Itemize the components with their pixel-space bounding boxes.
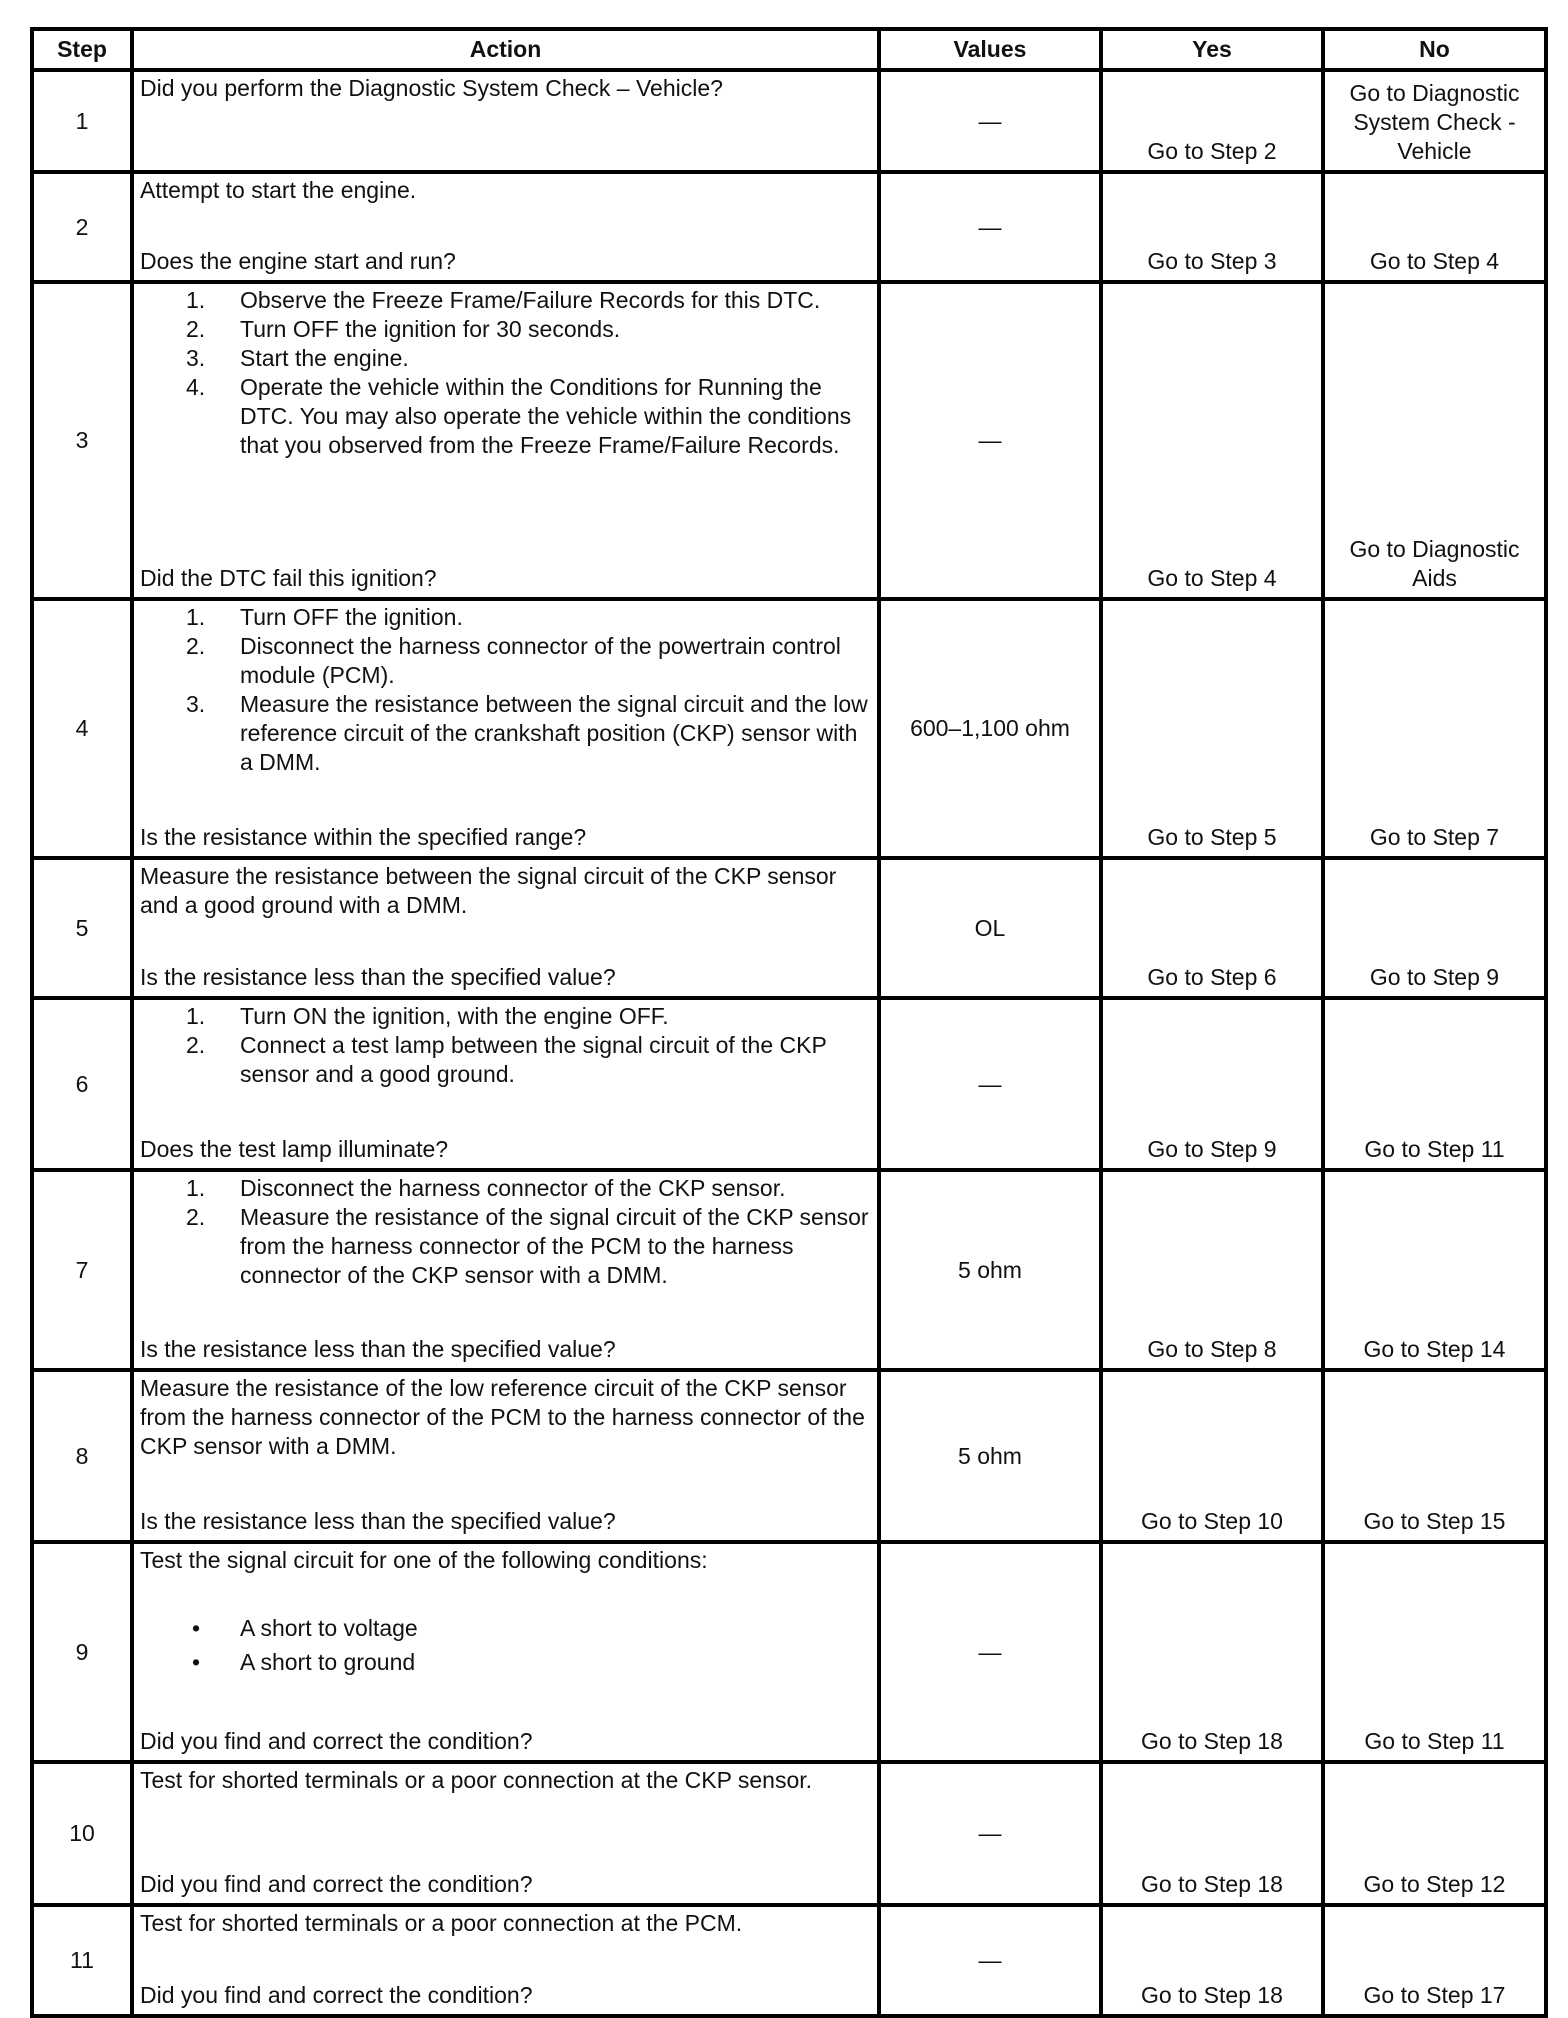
list-number: 3. [186,345,206,371]
no-result: Go to Step 11 [1323,998,1546,1170]
action-instructions [140,74,871,103]
value-cell: — [879,172,1101,282]
value-cell: OL [879,858,1101,998]
list-item-text: Turn OFF the ignition for 30 seconds. [240,316,621,342]
value-cell: — [879,70,1101,172]
action-question: Does the test lamp illuminate? [140,1136,449,1162]
numbered-list [140,1002,871,1089]
action-intro: Did you perform the Diagnostic System Check – Vehicle? [140,75,723,101]
step-number: 9 [32,1542,132,1762]
list-item [140,1002,871,1031]
list-item-text: Turn ON the ignition, with the engine OFF. [240,1003,669,1029]
action-cell [132,1905,879,2016]
list-item [140,1611,871,1645]
yes-result: Go to Step 2 [1101,70,1323,172]
value-cell: — [879,1542,1101,1762]
yes-result: Go to Step 18 [1101,1542,1323,1762]
table-row [32,70,1546,172]
table-row [32,172,1546,282]
action-intro: Test for shorted terminals or a poor connection at the PCM. [140,1910,743,1936]
table-body [32,70,1546,2016]
action-content [140,1546,871,1756]
action-instructions [140,1546,871,1707]
action-instructions [140,1002,871,1089]
bullet-icon: • [192,1649,201,1675]
value-cell: — [879,282,1101,599]
list-item [140,1203,871,1290]
list-number: 4. [186,374,206,400]
list-item-text: Measure the resistance between the signal circuit and the low reference circuit of the crankshaft position (CKP) sensor with a DMM. [240,691,868,775]
list-item [140,632,871,690]
yes-result: Go to Step 18 [1101,1762,1323,1905]
action-cell [132,1542,879,1762]
list-item-text: Operate the vehicle within the Conditions for Running the DTC. You may also operate the vehicle within the conditions that you observed from the Freeze Frame/Failure Records. [240,374,852,458]
list-item [140,315,871,344]
action-question: Is the resistance less than the specified value? [140,1508,616,1534]
yes-result: Go to Step 18 [1101,1905,1323,2016]
no-result: Go to Step 4 [1323,172,1546,282]
header-step: Step [32,29,132,70]
list-item-text: A short to ground [240,1649,416,1675]
list-item-text: A short to voltage [240,1615,418,1641]
no-result: Go to Step 9 [1323,858,1546,998]
action-instructions [140,1174,871,1290]
value-cell: 5 ohm [879,1370,1101,1542]
table-row [32,1370,1546,1542]
step-number: 10 [32,1762,132,1905]
step-number: 3 [32,282,132,599]
list-number: 2. [186,316,206,342]
action-instructions [140,1374,871,1461]
value-cell: 5 ohm [879,1170,1101,1370]
yes-result: Go to Step 9 [1101,998,1323,1170]
list-item [140,1174,871,1203]
yes-result: Go to Step 5 [1101,599,1323,858]
table-row [32,599,1546,858]
yes-result: Go to Step 3 [1101,172,1323,282]
yes-result: Go to Step 4 [1101,282,1323,599]
yes-result: Go to Step 8 [1101,1170,1323,1370]
table-row [32,1542,1546,1762]
action-question: Did you find and correct the condition? [140,1871,533,1897]
action-instructions [140,1766,871,1795]
no-result: Go to Step 11 [1323,1542,1546,1762]
numbered-list [140,1174,871,1290]
value-cell: — [879,1762,1101,1905]
diagnostic-table [30,27,1548,2018]
no-result: Go to Diagnostic Aids [1323,282,1546,599]
list-item [140,373,871,460]
list-number: 1. [186,287,206,313]
action-cell [132,282,879,599]
list-item-text: Start the engine. [240,345,409,371]
action-instructions [140,176,871,205]
bullet-list [140,1611,871,1679]
list-number: 2. [186,1204,206,1230]
action-cell [132,998,879,1170]
step-number: 2 [32,172,132,282]
list-item [140,690,871,777]
step-number: 8 [32,1370,132,1542]
action-content [140,286,871,593]
list-item [140,1031,871,1089]
list-number: 1. [186,1175,206,1201]
action-content [140,74,871,166]
list-item-text: Turn OFF the ignition. [240,604,463,630]
list-number: 3. [186,691,206,717]
list-number: 2. [186,1032,206,1058]
list-item-text: Measure the resistance of the signal circuit of the CKP sensor from the harness connector of the PCM to the harness connector of the CKP sensor with a DMM. [240,1204,869,1288]
value-cell: — [879,998,1101,1170]
action-cell [132,1170,879,1370]
step-number: 1 [32,70,132,172]
header-no: No [1323,29,1546,70]
yes-result: Go to Step 10 [1101,1370,1323,1542]
action-cell [132,70,879,172]
list-item [140,344,871,373]
step-number: 4 [32,599,132,858]
header-values: Values [879,29,1101,70]
action-content [140,1002,871,1164]
action-instructions [140,862,871,920]
no-result: Go to Step 7 [1323,599,1546,858]
action-question: Is the resistance within the specified range? [140,824,587,850]
action-intro: Test the signal circuit for one of the following conditions: [140,1547,708,1573]
list-number: 1. [186,604,206,630]
no-result: Go to Step 12 [1323,1762,1546,1905]
table-row [32,282,1546,599]
header-action: Action [132,29,879,70]
list-item-text: Connect a test lamp between the signal circuit of the CKP sensor and a good ground. [240,1032,827,1087]
no-result: Go to Step 17 [1323,1905,1546,2016]
action-question: Did you find and correct the condition? [140,1728,533,1754]
table-row [32,1170,1546,1370]
list-item-text: Observe the Freeze Frame/Failure Records for this DTC. [240,287,821,313]
table-row [32,1762,1546,1905]
no-result: Go to Step 15 [1323,1370,1546,1542]
action-intro: Measure the resistance of the low reference circuit of the CKP sensor from the harness connector of the PCM to the harness connector of the CKP sensor with a DMM. [140,1375,865,1459]
header-row [32,29,1546,70]
step-number: 7 [32,1170,132,1370]
numbered-list [140,286,871,460]
action-cell [132,1370,879,1542]
action-cell [132,172,879,282]
step-number: 11 [32,1905,132,2016]
action-intro: Measure the resistance between the signal circuit of the CKP sensor and a good ground with a DMM. [140,863,837,918]
action-content [140,1909,871,2010]
action-question: Is the resistance less than the specified value? [140,1336,616,1362]
list-item-text: Disconnect the harness connector of the CKP sensor. [240,1175,786,1201]
action-question: Did you find and correct the condition? [140,1982,533,2008]
list-item [140,286,871,315]
action-content [140,603,871,852]
action-cell [132,599,879,858]
action-instructions [140,286,871,460]
action-content [140,1374,871,1536]
yes-result: Go to Step 6 [1101,858,1323,998]
table-row [32,998,1546,1170]
no-result: Go to Step 14 [1323,1170,1546,1370]
table-row [32,1905,1546,2016]
list-number: 1. [186,1003,206,1029]
action-content [140,176,871,276]
list-number: 2. [186,633,206,659]
table-row [32,858,1546,998]
list-item [140,1645,871,1679]
no-result: Go to Diagnostic System Check - Vehicle [1323,70,1546,172]
action-intro: Attempt to start the engine. [140,177,417,203]
action-question: Is the resistance less than the specified value? [140,964,616,990]
list-item [140,603,871,632]
value-cell: 600–1,100 ohm [879,599,1101,858]
action-question: Did the DTC fail this ignition? [140,565,437,591]
bullet-icon: • [192,1615,201,1641]
step-number: 5 [32,858,132,998]
action-content [140,862,871,992]
action-cell [132,858,879,998]
action-instructions [140,1909,871,1938]
header-yes: Yes [1101,29,1323,70]
step-number: 6 [32,998,132,1170]
action-intro: Test for shorted terminals or a poor connection at the CKP sensor. [140,1767,813,1793]
action-content [140,1174,871,1364]
action-instructions [140,603,871,777]
list-item-text: Disconnect the harness connector of the powertrain control module (PCM). [240,633,841,688]
action-cell [132,1762,879,1905]
action-content [140,1766,871,1899]
numbered-list [140,603,871,777]
value-cell: — [879,1905,1101,2016]
action-question: Does the engine start and run? [140,248,456,274]
